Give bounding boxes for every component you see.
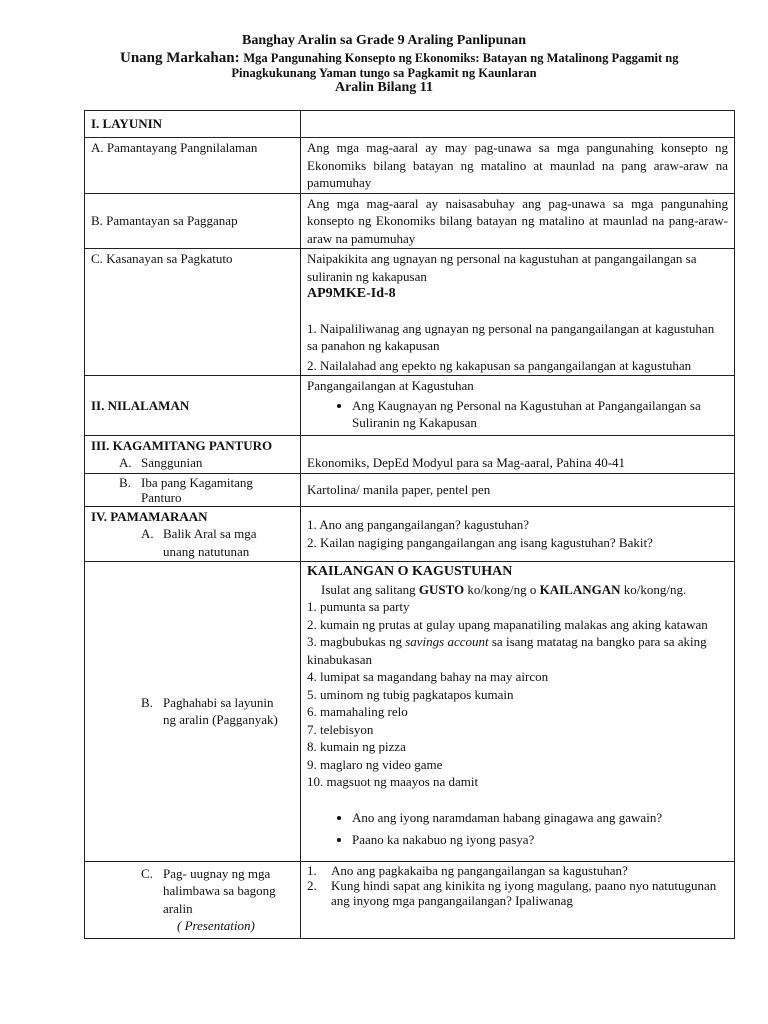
empty-cell: [301, 111, 735, 138]
list-item: 7. telebisyon: [307, 721, 374, 737]
kasanayan-text: Naipakikita ang ugnayan ng personal na kagustuhan at pangangailangan sa suliranin ng kakapusan: [307, 251, 697, 284]
paghahabi-content: [301, 562, 735, 862]
iba-pang-kagamitan-label: Iba pang Kagamitang Panturo: [141, 474, 253, 505]
balik-aral-cell-content: [301, 506, 735, 562]
table-row: [85, 562, 735, 862]
pag-uugnay-letter: C.: [141, 865, 153, 881]
list-item: 2. Kailan nagiging pangangailangan ang isang kagustuhan? Bakit?: [307, 534, 653, 550]
activity-title: KAILANGAN O KAGUSTUHAN: [307, 564, 513, 579]
activity-instructions: Isulat ang salitang GUSTO ko/kong/ng o KAILANGAN ko/kong/ng.: [321, 581, 687, 597]
table-row: [85, 111, 735, 138]
section-kagamitan-label: III. KAGAMITANG PANTURO: [91, 437, 273, 453]
sanggunian-letter: A.: [119, 455, 132, 470]
pamantayang-pangnilalaman-label: A. Pamantayang Pangnilalaman: [85, 138, 301, 194]
kasanayan-label: C. Kasanayan sa Pagkatuto: [85, 249, 301, 376]
lesson-plan-table: [84, 110, 735, 939]
quarter-label: Unang Markahan:: [120, 50, 240, 66]
table-row: [85, 506, 735, 562]
nilalaman-topic: Pangangailangan at Kagustuhan: [307, 378, 474, 393]
table-row: [85, 193, 735, 249]
balik-aral-letter: A.: [141, 526, 154, 541]
pamantayang-pangnilalaman-text: Ang mga mag-aaral ay may pag-unawa sa mga pangunahing konsepto ng Ekonomiks bilang batayan ng matalino at maunlad na pang araw-araw na pamumuhay: [301, 138, 735, 194]
quarter-topic-line2: Pinagkukunang Yaman tungo sa Pagkamit ng Kaunlaran: [231, 66, 537, 80]
table-row: [85, 249, 735, 376]
kasanayan-item: 2. Nailalahad ang epekto ng kakapusan sa pangangailangan at kagustuhan: [307, 357, 692, 373]
list-item: 1. Ano ang pangangailangan? kagustuhan?: [307, 517, 530, 533]
nilalaman-cell: [301, 376, 735, 436]
list-item: 2. Kung hindi sapat ang kinikita ng iyong magulang, paano nyo natutugunan ang inyong mga pangangailangan? Ipaliwanag: [307, 877, 717, 908]
balik-aral-cell: [85, 506, 301, 562]
list-item: 6. mamahaling relo: [307, 704, 408, 719]
iba-pang-kagamitan-text: Kartolina/ manila paper, pentel pen: [301, 473, 735, 506]
quarter-topic-line1: Mga Pangunahing Konsepto ng Ekonomiks: Batayan ng Matalinong Paggamit ng: [243, 51, 679, 65]
iba-pang-kagamitan-cell: [85, 473, 301, 506]
table-row: [85, 435, 735, 473]
kagamitan-cell: [85, 435, 301, 473]
list-item: 9. maglaro ng video game: [307, 756, 443, 772]
paghahabi-label: Paghahabi sa layunin ng aralin (Pagganyak): [163, 694, 278, 728]
pag-uugnay-label: Pag- uugnay ng mga halimbawa sa bagong aralin: [163, 865, 276, 916]
list-item: 8. kumain ng pizza: [307, 739, 406, 754]
sanggunian-text: Ekonomiks, DepEd Modyul para sa Mag-aaral, Pahina 40-41: [301, 435, 735, 473]
table-row: [85, 861, 735, 938]
kasanayan-code: AP9MKE-Id-8: [307, 286, 396, 301]
list-item: 4. lumipat sa magandang bahay na may aircon: [307, 669, 549, 684]
table-row: [85, 473, 735, 506]
paghahabi-letter: B.: [141, 694, 153, 710]
nilalaman-bullets: [307, 397, 728, 432]
list-item: 10. magsuot ng maayos na damit: [307, 774, 479, 789]
lesson-number: Aralin Bilang 11: [334, 80, 434, 95]
list-item: 1. Ano ang pagkakaiba ng pangangailangan sa kagustuhan?: [307, 862, 628, 878]
sanggunian-label: Sanggunian: [141, 455, 203, 470]
list-item: 3. magbubukas ng savings account sa isang matatag na bangko para sa aking kinabukasan: [307, 634, 707, 667]
kasanayan-item: 1. Naipaliliwanag ang ugnayan ng personal na pangangailangan at kagustuhan sa panahon ng kakapusan: [307, 320, 715, 353]
iba-pang-kagamitan-letter: B.: [119, 474, 131, 490]
list-item: 1. pumunta sa party: [307, 599, 410, 614]
pamantayan-sa-pagganap-text: Ang mga mag-aaral ay naisasabuhay ang pag-unawa sa mga pangunahing konsepto ng Ekonomiks bilang batayan ng matalino at maunlad na pang-araw-araw na pamumuhay: [301, 193, 735, 249]
document-title: Banghay Aralin sa Grade 9 Araling Panlipunan: [242, 33, 526, 48]
section-nilalaman-label: II. NILALAMAN: [85, 376, 301, 436]
list-item: • Ang Kaugnayan ng Personal na Kagustuhan at Pangangailangan sa Suliranin ng Kakapusan: [352, 397, 728, 432]
list-item: 2. kumain ng prutas at gulay upang mapanatiling malakas ang aking katawan: [307, 616, 708, 632]
paghahabi-cell: [85, 562, 301, 862]
reflection-questions: [307, 809, 728, 849]
list-item: • Paano ka nakabuo ng iyong pasya?: [352, 831, 728, 849]
pag-uugnay-cell: [85, 861, 301, 938]
section-pamamaraan-label: IV. PAMAMARAAN: [91, 508, 208, 524]
kasanayan-cell: [301, 249, 735, 376]
list-item: • Ano ang iyong naramdaman habang ginagawa ang gawain?: [352, 809, 728, 827]
list-item: 5. uminom ng tubig pagkatapos kumain: [307, 686, 514, 702]
pag-uugnay-content: [301, 861, 735, 938]
quarter-heading: [120, 50, 679, 67]
table-row: [85, 376, 735, 436]
section-layunin-label: I. LAYUNIN: [85, 111, 301, 138]
table-row: [85, 138, 735, 194]
balik-aral-label: Balik Aral sa mga unang natutunan: [163, 526, 257, 559]
pamantayan-sa-pagganap-label: B. Pamantayan sa Pagganap: [85, 193, 301, 249]
pag-uugnay-sub: ( Presentation): [177, 918, 255, 933]
